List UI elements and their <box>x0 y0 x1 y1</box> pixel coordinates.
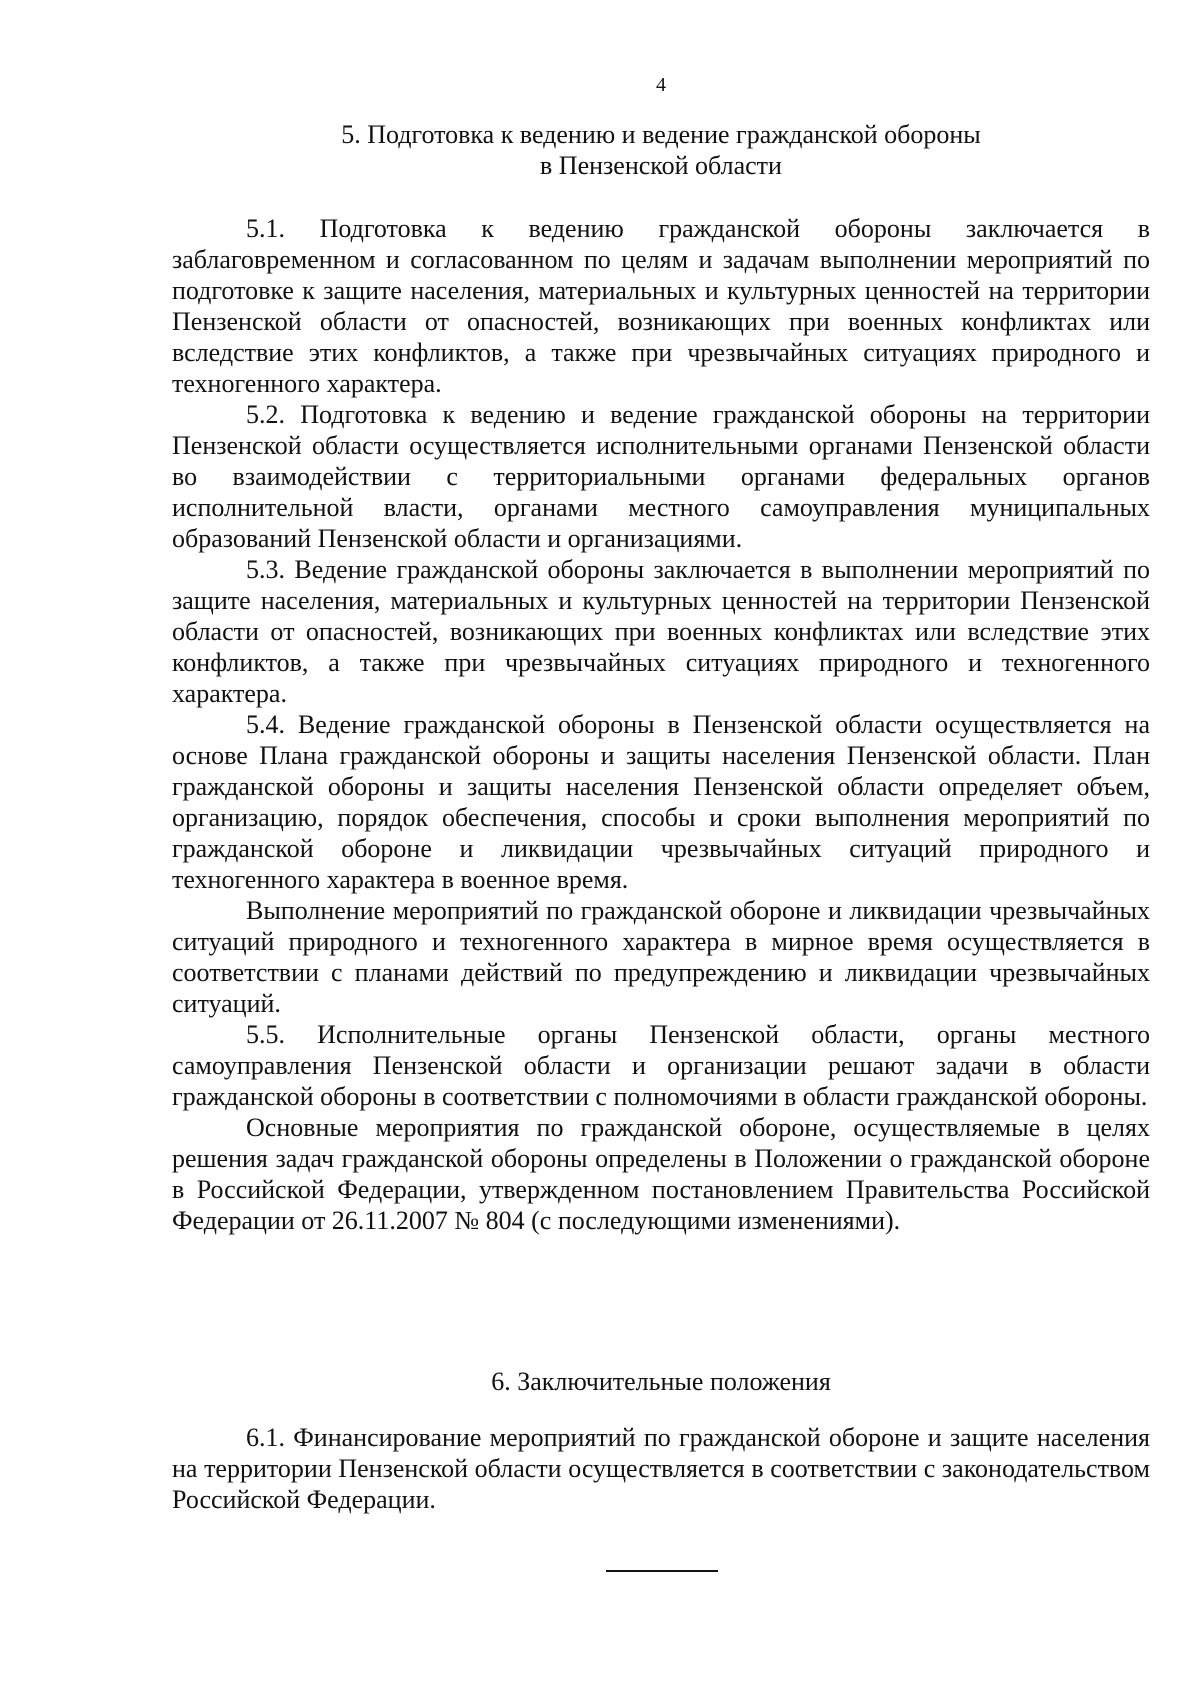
paragraph-5-3: 5.3. Ведение гражданской обороны заключается в выполнении мероприятий по защите населения, материальных и культурных ценностей на территории Пензенской области от опасностей, возникающих при военных конфликтах или вследствие этих конфликтов, а также при чрезвычайных ситуациях природного и техногенного характера. <box>172 555 1150 708</box>
page-number: 4 <box>656 74 666 96</box>
section-6-heading: 6. Заключительные положения <box>491 1367 831 1396</box>
paragraph-5-5-continued: Основные мероприятия по гражданской обороне, осуществляемые в целях решения задач гражданской обороны определены в Положении о гражданской обороне в Российской Федерации, утвержденном постановлением Правительства Российской Федерации от 26.11.2007 № 804 (с последующими изменениями). <box>172 1113 1150 1235</box>
paragraph-6-1: 6.1. Финансирование мероприятий по гражданской обороне и защите населения на территории Пензенской области осуществляется в соответствии с законодательством Российской Федерации. <box>172 1423 1150 1514</box>
section-5-body <box>172 213 1150 1236</box>
section-5-heading <box>172 119 1150 181</box>
section-5-heading-line-1: 5. Подготовка к ведению и ведение гражданской обороны <box>341 120 981 149</box>
paragraph-5-5: 5.5. Исполнительные органы Пензенской области, органы местного самоуправления Пензенской области и организации решают задачи в области гражданской обороны в соответствии с полномочиями в области гражданской обороны. <box>172 1020 1150 1111</box>
paragraph-5-4: 5.4. Ведение гражданской обороны в Пензенской области осуществляется на основе Плана гражданской обороны и защиты населения Пензенской области. План гражданской обороны и защиты населения Пензенской области определяет объем, организацию, порядок обеспечения, способы и сроки выполнения мероприятий по гражданской обороне и ликвидации чрезвычайных ситуаций природного и техногенного характера в военное время. <box>172 710 1150 894</box>
paragraph-5-1: 5.1. Подготовка к ведению гражданской обороны заключается в заблаговременном и согласованном по целям и задачам выполнении мероприятий по подготовке к защите населения, материальных и культурных ценностей на территории Пензенской области от опасностей, возникающих при военных конфликтах или вследствие этих конфликтов, а также при чрезвычайных ситуациях природного и техногенного характера. <box>172 214 1150 398</box>
paragraph-5-4-continued: Выполнение мероприятий по гражданской обороне и ликвидации чрезвычайных ситуаций природного и техногенного характера в мирное время осуществляется в соответствии с планами действий по предупреждению и ликвидации чрезвычайных ситуаций. <box>172 896 1150 1018</box>
section-5-heading-line-2: в Пензенской области <box>540 151 782 180</box>
paragraph-5-2: 5.2. Подготовка к ведению и ведение гражданской обороны на территории Пензенской области осуществляется исполнительными органами Пензенской области во взаимодействии с территориальными органами федеральных органов исполнительной власти, органами местного самоуправления муниципальных образований Пензенской области и организациями. <box>172 400 1150 553</box>
closing-divider <box>606 1570 718 1572</box>
section-6-body <box>172 1422 1150 1515</box>
